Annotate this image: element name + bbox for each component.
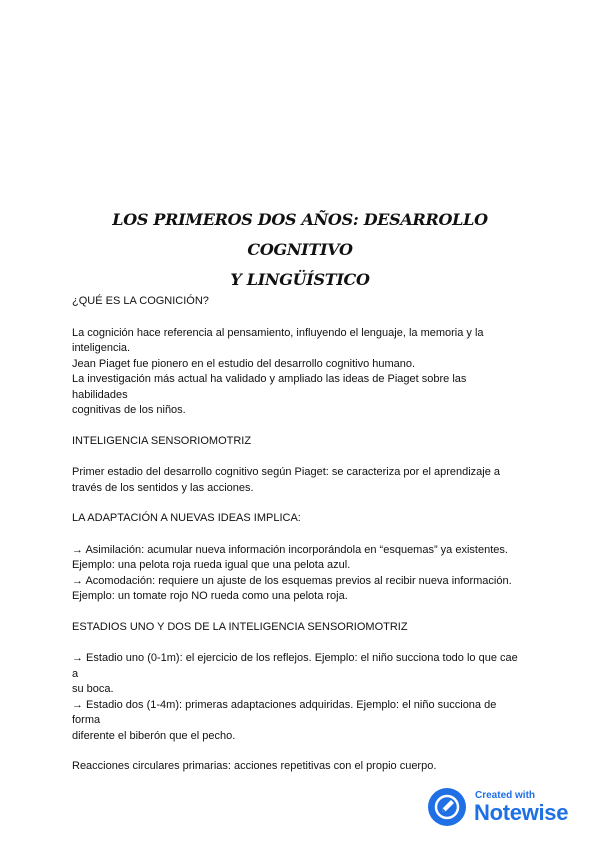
paragraph-line: → Estadio dos (1-4m): primeras adaptaciones adquiridas. Ejemplo: el niño succiona de (72, 698, 497, 711)
notewise-badge[interactable] (428, 788, 588, 832)
section-heading-adaptacion: LA ADAPTACIÓN A NUEVAS IDEAS IMPLICA: (72, 512, 301, 524)
paragraph-line: La cognición hace referencia al pensamiento, influyendo el lenguaje, la memoria y la (72, 326, 484, 339)
paragraph-line: forma (72, 714, 101, 726)
paragraph-line: La investigación más actual ha validado y ampliado las ideas de Piaget sobre las (72, 373, 467, 385)
paragraph-line: → Estadio uno (0-1m): el ejercicio de los reflejos. Ejemplo: el niño succiona todo lo que cae (72, 652, 518, 664)
paragraph-line: través de los sentidos y las acciones. (72, 481, 254, 494)
paragraph-line: diferente el biberón que el pecho. (72, 729, 236, 742)
section-heading-estadios: ESTADIOS UNO Y DOS DE LA INTELIGENCIA SENSORIOMOTRIZ (72, 620, 408, 633)
paragraph-line: Ejemplo: un tomate rojo NO rueda como una pelota roja. (72, 590, 348, 602)
paragraph-line: → Acomodación: requiere un ajuste de los esquemas previos al recibir nueva información. (72, 574, 512, 587)
paragraph-line: Primer estadio del desarrollo cognitivo según Piaget: se caracteriza por el aprendizaje a (72, 466, 501, 478)
document-title (60, 205, 540, 295)
paragraph-line: cognitivas de los niños. (72, 404, 186, 416)
paragraph-line: habilidades (72, 388, 128, 401)
section-heading-sensoriomotriz: INTELIGENCIA SENSORIOMOTRIZ (72, 434, 252, 447)
paragraph-line: Jean Piaget fue pionero en el estudio del desarrollo cognitivo humano. (72, 357, 416, 370)
badge-brand: Notewise (474, 800, 569, 825)
badge-caption: Created with (475, 790, 536, 801)
title-line-1: LOS PRIMEROS DOS AÑOS: DESARROLLO COGNITIVO (112, 210, 488, 259)
paragraph-line: su boca. (72, 683, 114, 695)
paragraph-reacciones: Reacciones circulares primarias: acciones repetitivas con el propio cuerpo. (72, 760, 437, 772)
section-heading-cognicion: ¿QUÉ ES LA COGNICIÓN? (72, 295, 209, 307)
title-line-2: Y LINGÜÍSTICO (230, 270, 370, 289)
paragraph-line: → Asimilación: acumular nueva información incorporándola en “esquemas” ya existentes. (72, 543, 508, 556)
pencil-icon (428, 788, 466, 826)
paragraph-line: inteligencia. (72, 342, 131, 354)
paragraph-line: a (72, 667, 79, 680)
document-body (72, 294, 532, 775)
paragraph-line: Ejemplo: una pelota roja rueda igual que una pelota azul. (72, 559, 351, 571)
